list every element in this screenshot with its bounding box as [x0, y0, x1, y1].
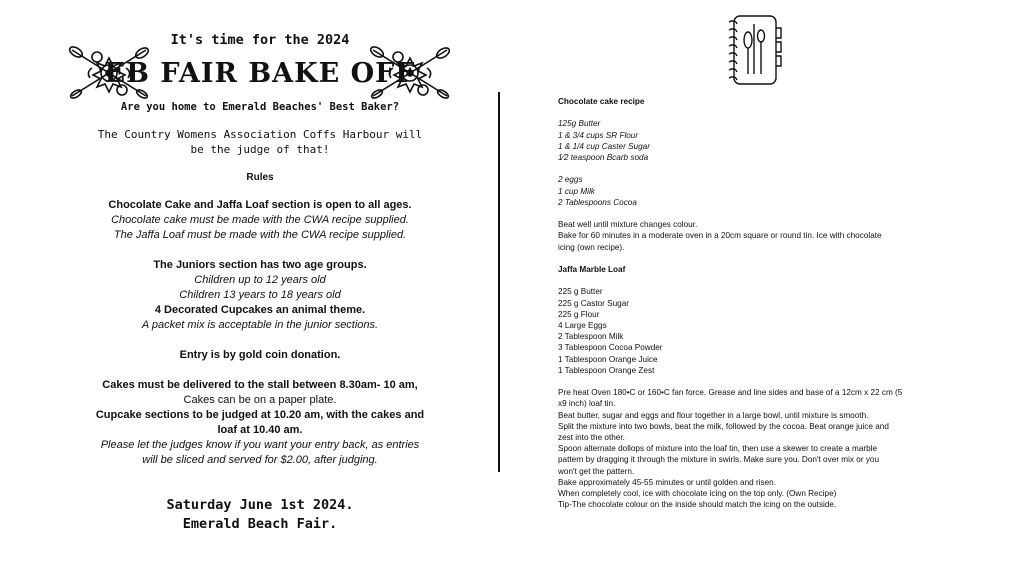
method-line: Beat butter, sugar and eggs and flour together in a large bowl, until mixture is smooth. — [558, 410, 869, 420]
ingredient-item: 225 g Castor Sugar — [558, 298, 630, 308]
juniors-section — [60, 258, 460, 333]
ingredient-item: 1⁄2 teaspoon Bcarb soda — [558, 153, 649, 162]
ingredient-item: 2 Tablespoons Cocoa — [558, 197, 637, 207]
event-date: Saturday June 1st 2024. — [166, 497, 354, 513]
juniors-section-line: Children 13 years to 18 years old — [179, 289, 341, 301]
chocolate-recipe-title: Chocolate cake recipe — [558, 97, 645, 106]
method-line: Split the mixture into two bowls, beat the milk, followed by the cocoa. Beat orange juice and — [558, 421, 889, 431]
method-line: When completely cool, ice with chocolate icing on the top only. (Own Recipe) — [558, 489, 837, 499]
method-line: Spoon alternate dollops of mixture into the loaf tin, then use a skewer to create a marble — [558, 444, 878, 454]
jaffa-method — [558, 387, 948, 510]
method-line: pattern by dragging it through the mixture in swirls. Make sure you. Don't over mix or you — [558, 455, 880, 465]
recipe-notebook-icon — [725, 10, 787, 90]
delivery-line: Cakes must be delivered to the stall between 8.30am- 10 am, — [102, 379, 418, 391]
ingredient-item: 1 & 3/4 cups SR Flour — [558, 130, 639, 140]
ingredient-item: 1 Tablespoon Orange Juice — [558, 354, 658, 364]
column-divider — [498, 92, 500, 472]
jaffa-ingredients — [558, 286, 948, 376]
jaffa-recipe-title: Jaffa Marble Loaf — [558, 264, 626, 274]
ingredient-item: 125g Butter — [558, 119, 601, 129]
chocolate-section-heading: Chocolate Cake and Jaffa Loaf section is open to all ages. — [108, 199, 412, 211]
juniors-section-line: Children up to 12 years old — [194, 274, 326, 286]
judging-line: loaf at 10.40 am. — [217, 424, 303, 436]
method-line: Bake for 60 minutes in a moderate oven in a 20cm square or round tin. Ice with chocolate — [558, 231, 882, 241]
method-line: Beat well until mixture changes colour. — [558, 220, 698, 230]
chocolate-section — [60, 198, 460, 243]
ingredient-item: 225 g Butter — [558, 287, 603, 297]
ingredient-item: 2 Tablespoon Milk — [558, 332, 624, 342]
delivery-line: Cakes can be on a paper plate. — [183, 394, 337, 406]
ingredient-item: 1 Tablespoon Orange Zest — [558, 365, 655, 375]
ingredient-item: 225 g Flour — [558, 309, 600, 319]
ingredient-item: 4 Large Eggs — [558, 320, 607, 330]
method-line: Bake approximately 45-55 minutes or until golden and risen. — [558, 477, 777, 487]
event-date-location — [60, 496, 460, 534]
juniors-cupcake-theme: 4 Decorated Cupcakes an animal theme. — [154, 304, 366, 316]
intro-line: It's time for the 2024 — [170, 32, 350, 48]
chocolate-section-line: Chocolate cake must be made with the CWA recipe supplied. — [111, 214, 409, 226]
chocolate-section-line: The Jaffa Loaf must be made with the CWA recipe supplied. — [113, 229, 407, 241]
poster-subtitle: Are you home to Emerald Beaches' Best Baker? — [120, 101, 400, 113]
chocolate-ingredients-a — [558, 118, 948, 163]
entry-note: Entry is by gold coin donation. — [179, 349, 341, 361]
method-line: won't get the pattern. — [558, 466, 635, 476]
ingredient-item: 1 cup Milk — [558, 186, 595, 196]
cwa-line-2: be the judge of that! — [190, 143, 330, 156]
ingredient-item: 3 Tablespoon Cocoa Powder — [558, 343, 663, 353]
juniors-section-heading: The Juniors section has two age groups. — [153, 259, 367, 271]
entry-return-line: Please let the judges know if you want your entry back, as entries — [100, 439, 420, 451]
method-line: Pre heat Oven 180•C or 160•C fan force. Grease and line sides and base of a 12cm x 22 cm (5 — [558, 388, 903, 398]
method-line: icing (own recipe). — [558, 242, 625, 252]
delivery-section — [60, 378, 460, 468]
rules-heading: Rules — [246, 172, 274, 183]
event-location: Emerald Beach Fair. — [182, 516, 338, 532]
method-line: Tip-The chocolate colour on the inside should match the icing on the outside. — [558, 500, 837, 510]
chocolate-ingredients-b — [558, 174, 948, 208]
cwa-line-1: The Country Womens Association Coffs Harbour will — [97, 128, 423, 141]
poster-title: EB FAIR BAKE OFF — [104, 58, 416, 89]
method-line: x9 inch) loaf tin. — [558, 399, 616, 409]
ingredient-item: 2 eggs — [558, 175, 583, 185]
cwa-judge-note — [60, 127, 460, 157]
chocolate-method — [558, 219, 948, 253]
method-line: zest into the other. — [558, 433, 625, 442]
recipes-column — [558, 96, 948, 510]
juniors-section-line: A packet mix is acceptable in the junior sections. — [141, 319, 379, 331]
entry-return-line: will be sliced and served for $2.00, after judging. — [142, 454, 378, 466]
ingredient-item: 1 & 1/4 cup Caster Sugar — [558, 141, 650, 151]
poster-column — [60, 28, 460, 534]
judging-line: Cupcake sections to be judged at 10.20 am, with the cakes and — [95, 409, 425, 421]
